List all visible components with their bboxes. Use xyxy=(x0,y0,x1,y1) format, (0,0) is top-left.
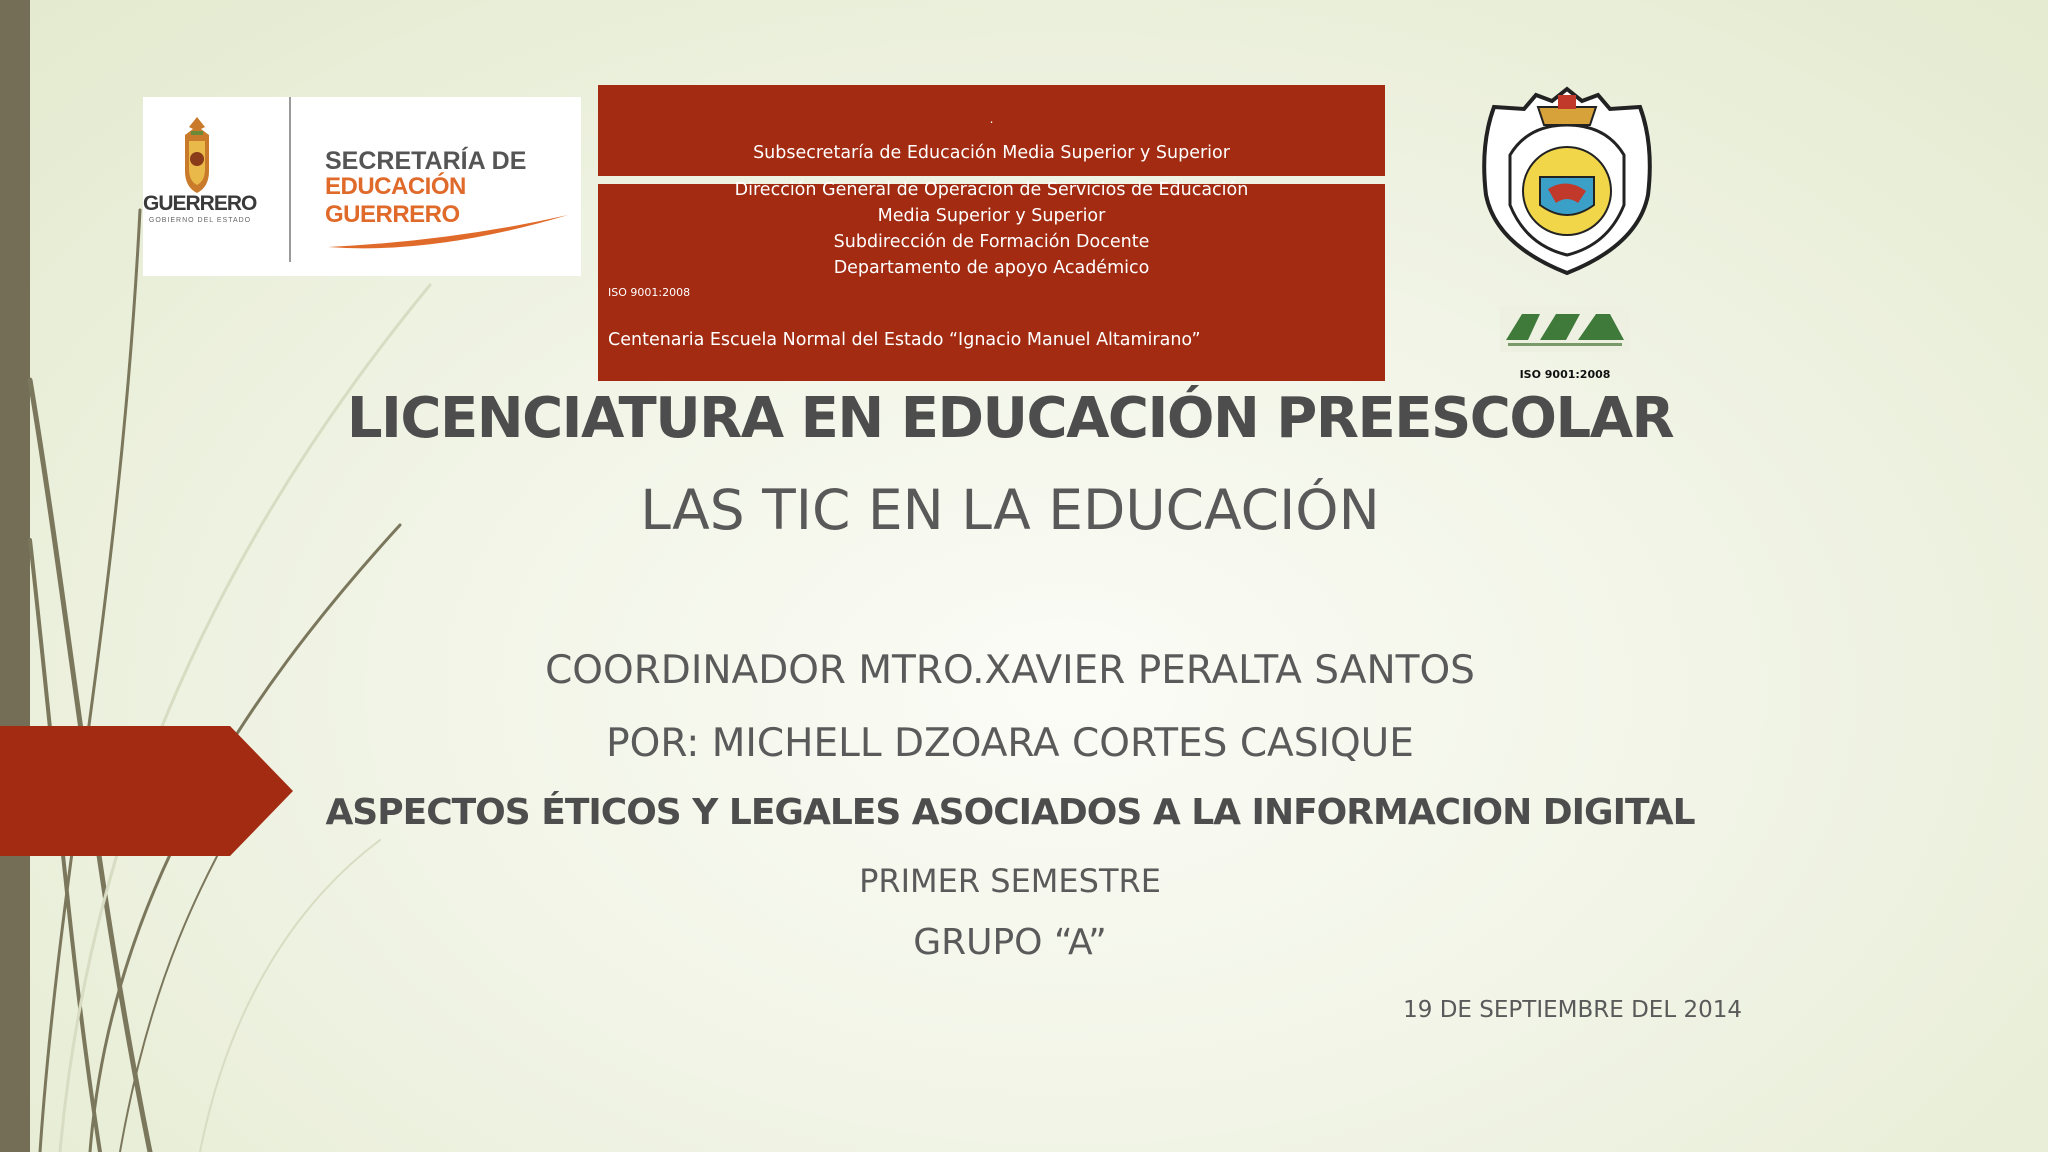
coordinator-line: COORDINADOR MTRO.XAVIER PERALTA SANTOS xyxy=(545,648,1475,693)
orange-swoosh-icon xyxy=(323,207,573,257)
state-wordmark: GUERRERO xyxy=(143,192,257,215)
topic-title: ASPECTOS ÉTICOS Y LEGALES ASOCIADOS A LA INFORMACION DIGITAL xyxy=(325,792,1695,833)
author-line: POR: MICHELL DZOARA CORTES CASIQUE xyxy=(606,721,1414,766)
banner-subdireccion: Subdirección de Formación Docente xyxy=(833,232,1150,252)
secretaria-educacion-guerrero-logo xyxy=(143,97,581,276)
logo-title-line1: SECRETARÍA DE xyxy=(325,147,527,175)
banner-school-name: Centenaria Escuela Normal del Estado “Ignacio Manuel Altamirano” xyxy=(608,330,1201,350)
state-coat-of-arms-icon xyxy=(175,115,219,195)
eqa-iso-label: ISO 9001:2008 xyxy=(1519,368,1611,381)
state-sub-wordmark: GOBIERNO DEL ESTADO xyxy=(148,217,252,224)
logo-divider xyxy=(289,97,291,262)
banner-iso-label: ISO 9001:2008 xyxy=(608,286,691,299)
degree-title: LICENCIATURA EN EDUCACIÓN PREESCOLAR xyxy=(346,386,1674,451)
semester-line: PRIMER SEMESTRE xyxy=(859,862,1161,900)
eqa-certification-icon xyxy=(1500,306,1630,352)
course-title: LAS TIC EN LA EDUCACIÓN xyxy=(640,478,1380,542)
banner-direccion: Dirección General de Operación de Servicios de Educación xyxy=(734,180,1249,200)
school-crest-icon xyxy=(1478,85,1656,277)
logo-title-line2: EDUCACIÓN GUERRERO xyxy=(325,173,466,228)
banner-dot: . xyxy=(989,112,994,126)
banner-subsecretaria: Subsecretaría de Educación Media Superior y Superior xyxy=(753,143,1230,163)
banner-media-superior: Media Superior y Superior xyxy=(877,206,1106,226)
banner-departamento: Departamento de apoyo Académico xyxy=(833,258,1150,278)
red-arrow-tab xyxy=(0,726,295,856)
group-line: GRUPO “A” xyxy=(913,922,1107,963)
presentation-date: 19 DE SEPTIEMBRE DEL 2014 xyxy=(1403,997,1742,1023)
